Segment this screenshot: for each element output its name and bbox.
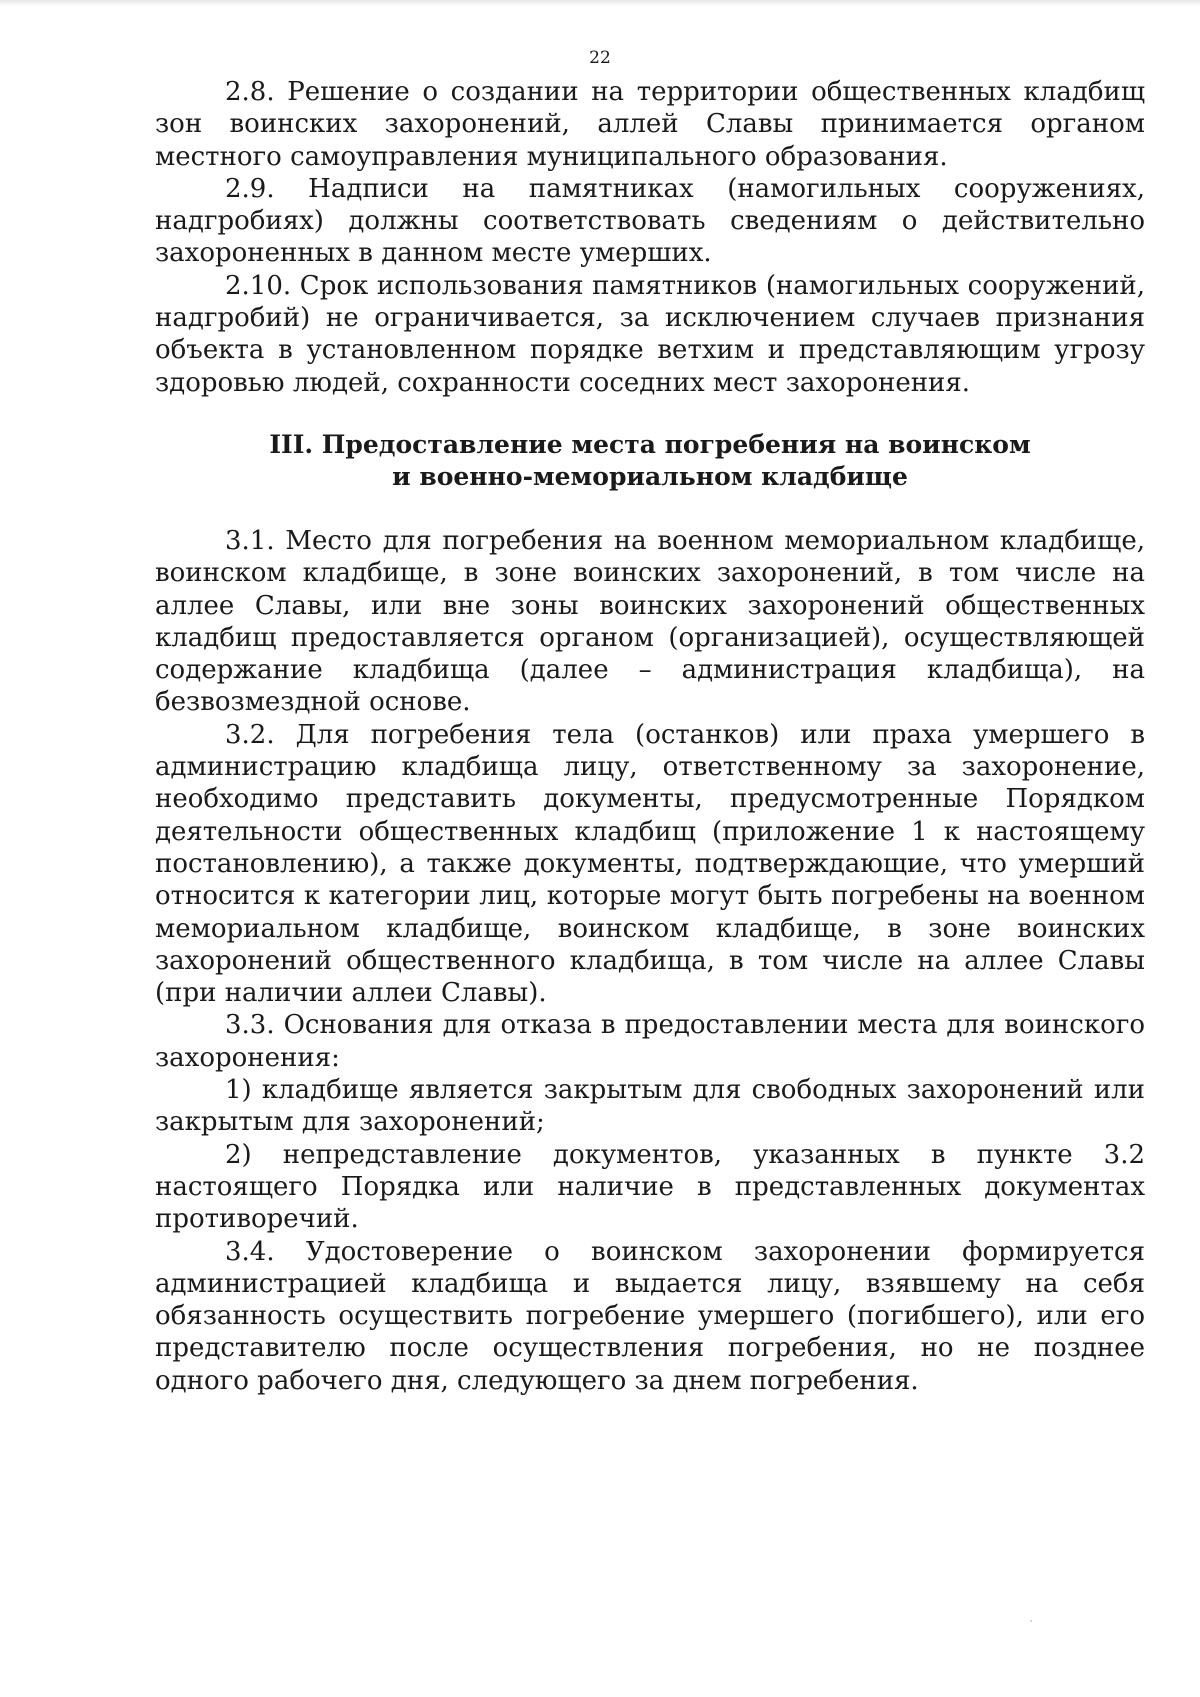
list-item-1: 1) кладбище является закрытым для свободных захоронений или закрытым для захоронений; — [155, 1075, 1145, 1138]
paragraph-3-4: 3.4. Удостоверение о воинском захоронении формируется администрацией кладбища и выдается лицу, взявшему на себя обязанность осуществить погребение умершего (погибшего), или его представителю после осуществления погребения, но не позднее одного рабочего дня, следующего за днем погребения. — [155, 1236, 1145, 1396]
section-3-heading-line-1: III. Предоставление места погребения на воинском — [269, 429, 1031, 459]
page-number: 22 — [589, 48, 611, 68]
scan-top-edge — [0, 0, 1200, 6]
paragraph-3-3: 3.3. Основания для отказа в предоставлении места для воинского захоронения: — [155, 1010, 1145, 1073]
document-body — [155, 76, 1145, 1397]
scan-speck — [1030, 1620, 1032, 1622]
paragraph-2-9: 2.9. Надписи на памятниках (намогильных сооружениях, надгробиях) должны соответствовать сведениям о действительно захороненных в данном месте умерших. — [155, 173, 1145, 269]
paragraph-2-8: 2.8. Решение о создании на территории общественных кладбищ зон воинских захоронений, аллей Славы принимается органом местного самоуправления муниципального образования. — [155, 77, 1145, 172]
list-item-2: 2) непредставление документов, указанных в пункте 3.2 настоящего Порядка или наличие в представленных документах противоречий. — [155, 1139, 1145, 1235]
paragraph-3-1: 3.1. Место для погребения на военном мемориальном кладбище, воинском кладбище, в зоне воинских захоронений, в том числе на аллее Славы, или вне зоны воинских захоронений общественных кладбищ предоставляется органом (организацией), осуществляющей содержание кладбища (далее – администрация кладбища), на безвозмездной основе. — [155, 525, 1145, 718]
section-3-heading-line-2: и военно-мемориальном кладбище — [392, 462, 908, 492]
paragraph-2-10: 2.10. Срок использования памятников (намогильных сооружений, надгробий) не ограничивается, за исключением случаев признания объекта в установленном порядке ветхим и представляющим угрозу здоровью людей, сохранности соседних мест захоронения. — [155, 270, 1145, 398]
paragraph-3-2: 3.2. Для погребения тела (останков) или праха умершего в администрацию кладбища лицу, ответственному за захоронение, необходимо представить документы, предусмотренные Порядком деятельности общественных кладбищ (приложение 1 к настоящему постановлению), а также документы, подтверждающие, что умерший относится к категории лиц, которые могут быть погребены на военном мемориальном кладбище, воинском кладбище, в зоне воинских захоронений общественного кладбища, в том числе на аллее Славы (при наличии аллеи Славы). — [155, 719, 1145, 1009]
section-3-heading — [155, 429, 1145, 494]
